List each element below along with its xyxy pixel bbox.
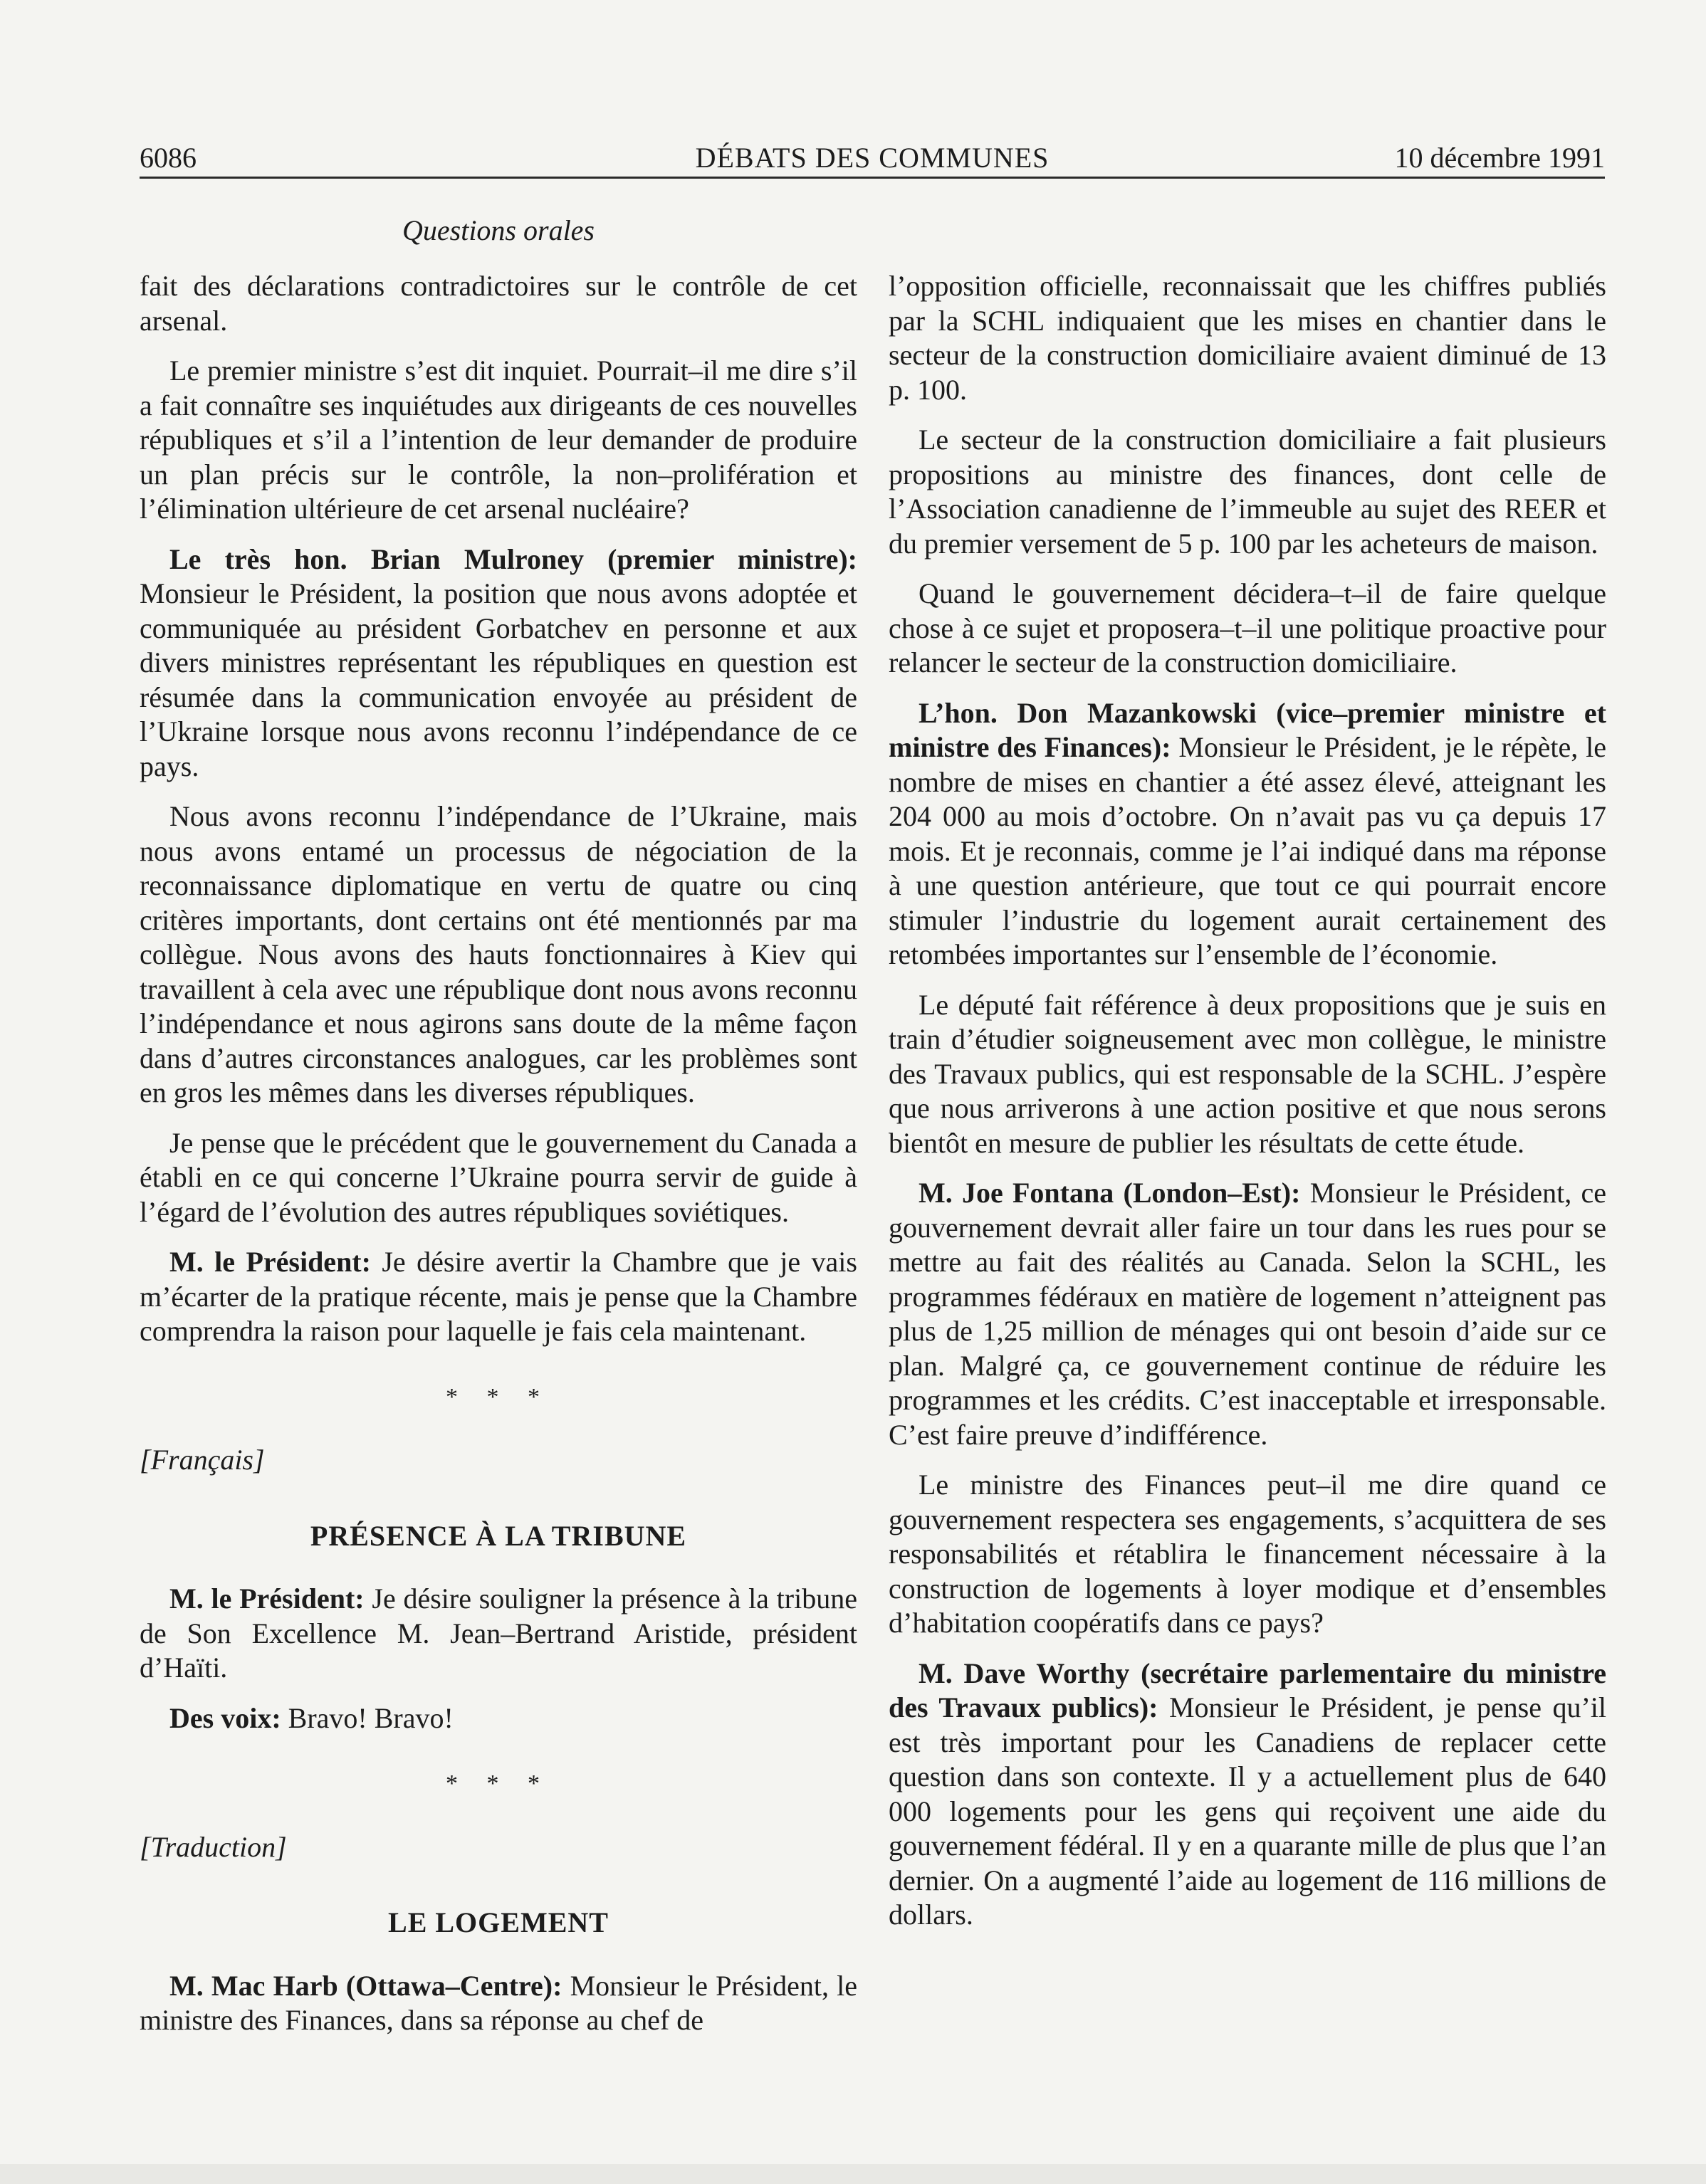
- speech: [140, 1582, 857, 1686]
- paragraph: fait des déclarations contradictoires sur le contrôle de cet arsenal.: [140, 270, 857, 337]
- section-heading: LE LOGEMENT: [388, 1906, 609, 1938]
- page-number: 6086: [140, 142, 197, 174]
- speaker-name: Le très hon. Brian Mulroney (premier ministre):: [169, 542, 857, 575]
- paragraph: Le député fait référence à deux propositions que je suis en train d’étudier soigneusement avec mon collègue, le ministre des Travaux publics, qui est responsable de la SCHL. J’espère que nous arriverons à une action positive et que nous serons bientôt en mesure de publier les résultats de cette étude.: [889, 988, 1606, 1159]
- speech-text: Monsieur le Président, je pense qu’il est très important pour les Canadiens de replacer cette question dans son contexte. Il y a actuellement plus de 640 000 logements pour les gens qui reçoivent une aide du gouvernement fédéral. Il y en a quarante mille de plus que l’an dernier. On a augmenté l’aide au logement de 116 millions de dollars.: [889, 1691, 1607, 1931]
- speech-text: Monsieur le Président, ce gouvernement devrait aller faire un tour dans les rues pour se mettre au fait des réalités au Canada. Selon la SCHL, les programmes fédéraux en matière de logement n’atteignent pas plus de 1,25 million de ménages qui ont besoin d’aide sur ce plan. Malgré ça, ce gouvernement continue de réduire les programmes et les crédits. C’est inacceptable et irresponsable. C’est faire preuve d’indifférence.: [889, 1177, 1607, 1451]
- paragraph: l’opposition officielle, reconnaissait que les chiffres publiés par la SCHL indiquaient que les mises en chantier dans le secteur de la construction domiciliaire avaient diminué de 13 p. 100.: [889, 270, 1606, 406]
- paragraph: Le ministre des Finances peut–il me dire quand ce gouvernement respectera ses engagements, s’acquittera de ses responsabilités et rétablira le financement nécessaire à la construction de logements à loyer modique et d’ensembles d’habitation coopératifs dans ce pays?: [889, 1469, 1606, 1639]
- speaker-name: L’hon. Don Mazankowski (vice–premier ministre et ministre des Finances):: [889, 696, 1606, 763]
- speech: [140, 1245, 857, 1349]
- publication-date: 10 décembre 1991: [1394, 142, 1605, 174]
- publication-title: DÉBATS DES COMMUNES: [695, 142, 1050, 174]
- speech: [140, 1701, 857, 1736]
- section-separator: * * *: [446, 1770, 551, 1797]
- language-marker: [Traduction]: [140, 1830, 287, 1863]
- scan-edge: [0, 2164, 1706, 2184]
- paragraph: Quand le gouvernement décidera–t–il de faire quelque chose à ce sujet et proposera–t–il une politique proactive pour relancer le secteur de la construction domiciliaire.: [889, 577, 1606, 678]
- page-header: [140, 140, 1605, 179]
- speech: [889, 696, 1606, 972]
- speaker-name: M. le Président:: [169, 1246, 371, 1278]
- paragraph: Le premier ministre s’est dit inquiet. Pourrait–il me dire s’il a fait connaître ses inquiétudes aux dirigeants de ces nouvelles républiques et s’il a l’intention de leur demander de produire un plan précis sur le contrôle, la non–prolifération et l’élimination ultérieure de cet arsenal nucléaire?: [140, 355, 857, 525]
- speech-text: Monsieur le Président, la position que nous avons adoptée et communiquée au président Gorbatchev en personne et aux divers ministres représentant les républiques en question est résumée dans la communication envoyée au président de l’Ukraine lorsque nous avons reconnu l’indépendance de ce pays.: [140, 577, 857, 782]
- speech-text: Je désire avertir la Chambre que je vais m’écarter de la pratique récente, mais je pense que la Chambre comprendra la raison pour laquelle je fais cela maintenant.: [140, 1246, 857, 1347]
- left-column: [140, 269, 857, 2054]
- speaker-name: M. Mac Harb (Ottawa–Centre):: [169, 1969, 562, 2002]
- speaker-name: M. Joe Fontana (London–Est):: [919, 1177, 1301, 1209]
- section-label: Questions orales: [402, 214, 595, 246]
- speech-text: Bravo! Bravo!: [281, 1701, 454, 1734]
- speech: [140, 1969, 857, 2038]
- paragraph: Je pense que le précédent que le gouvernement du Canada a établi en ce qui concerne l’Ukraine pourra servir de guide à l’égard de l’évolution des autres républiques soviétiques.: [140, 1126, 857, 1228]
- speech-text: Je désire souligner la présence à la tribune de Son Excellence M. Jean–Bertrand Aristide, président d’Haïti.: [140, 1582, 857, 1684]
- section-heading: PRÉSENCE À LA TRIBUNE: [310, 1519, 687, 1552]
- speaker-name: M. Dave Worthy (secrétaire parlementaire du ministre des Travaux publics):: [889, 1657, 1606, 1723]
- right-column: [889, 269, 1606, 1948]
- speech: [889, 1176, 1606, 1452]
- speaker-name: M. le Président:: [169, 1582, 365, 1615]
- speech-text: Monsieur le Président, je le répète, le nombre de mises en chantier a été assez élevé, atteignant les 204 000 au mois d’octobre. On n’avait pas vu ça depuis 17 mois. Et je reconnais, comme je l’ai indiqué dans ma réponse à une question antérieure, que tout ce qui pourrait encore stimuler l’industrie du logement aurait certainement des retombées importantes sur l’ensemble de l’économie.: [889, 731, 1606, 970]
- section-separator: * * *: [446, 1383, 551, 1410]
- language-marker: [Français]: [140, 1444, 265, 1476]
- paragraph: Nous avons reconnu l’indépendance de l’Ukraine, mais nous avons entamé un processus de négociation de la reconnaissance diplomatique en vertu de quatre ou cinq critères importants, dont certains ont été mentionnés par ma collègue. Nous avons des hauts fonctionnaires à Kiev qui travaillent à cela avec une république dont nous avons reconnu l’indépendance et nous agirons sans doute de la même façon dans d’autres circonstances analogues, car les problèmes sont en gros les mêmes dans les diverses républiques.: [140, 800, 857, 1108]
- paragraph: Le secteur de la construction domiciliaire a fait plusieurs propositions au ministre des finances, dont celle de l’Association canadienne de l’immeuble au sujet des REER et du premier versement de 5 p. 100 par les acheteurs de maison.: [889, 424, 1606, 560]
- speech: [889, 1657, 1606, 1933]
- speech: [140, 542, 857, 784]
- speech-text: Monsieur le Président, le ministre des Finances, dans sa réponse au chef de: [140, 1969, 858, 2036]
- speaker-name: Des voix:: [169, 1701, 281, 1734]
